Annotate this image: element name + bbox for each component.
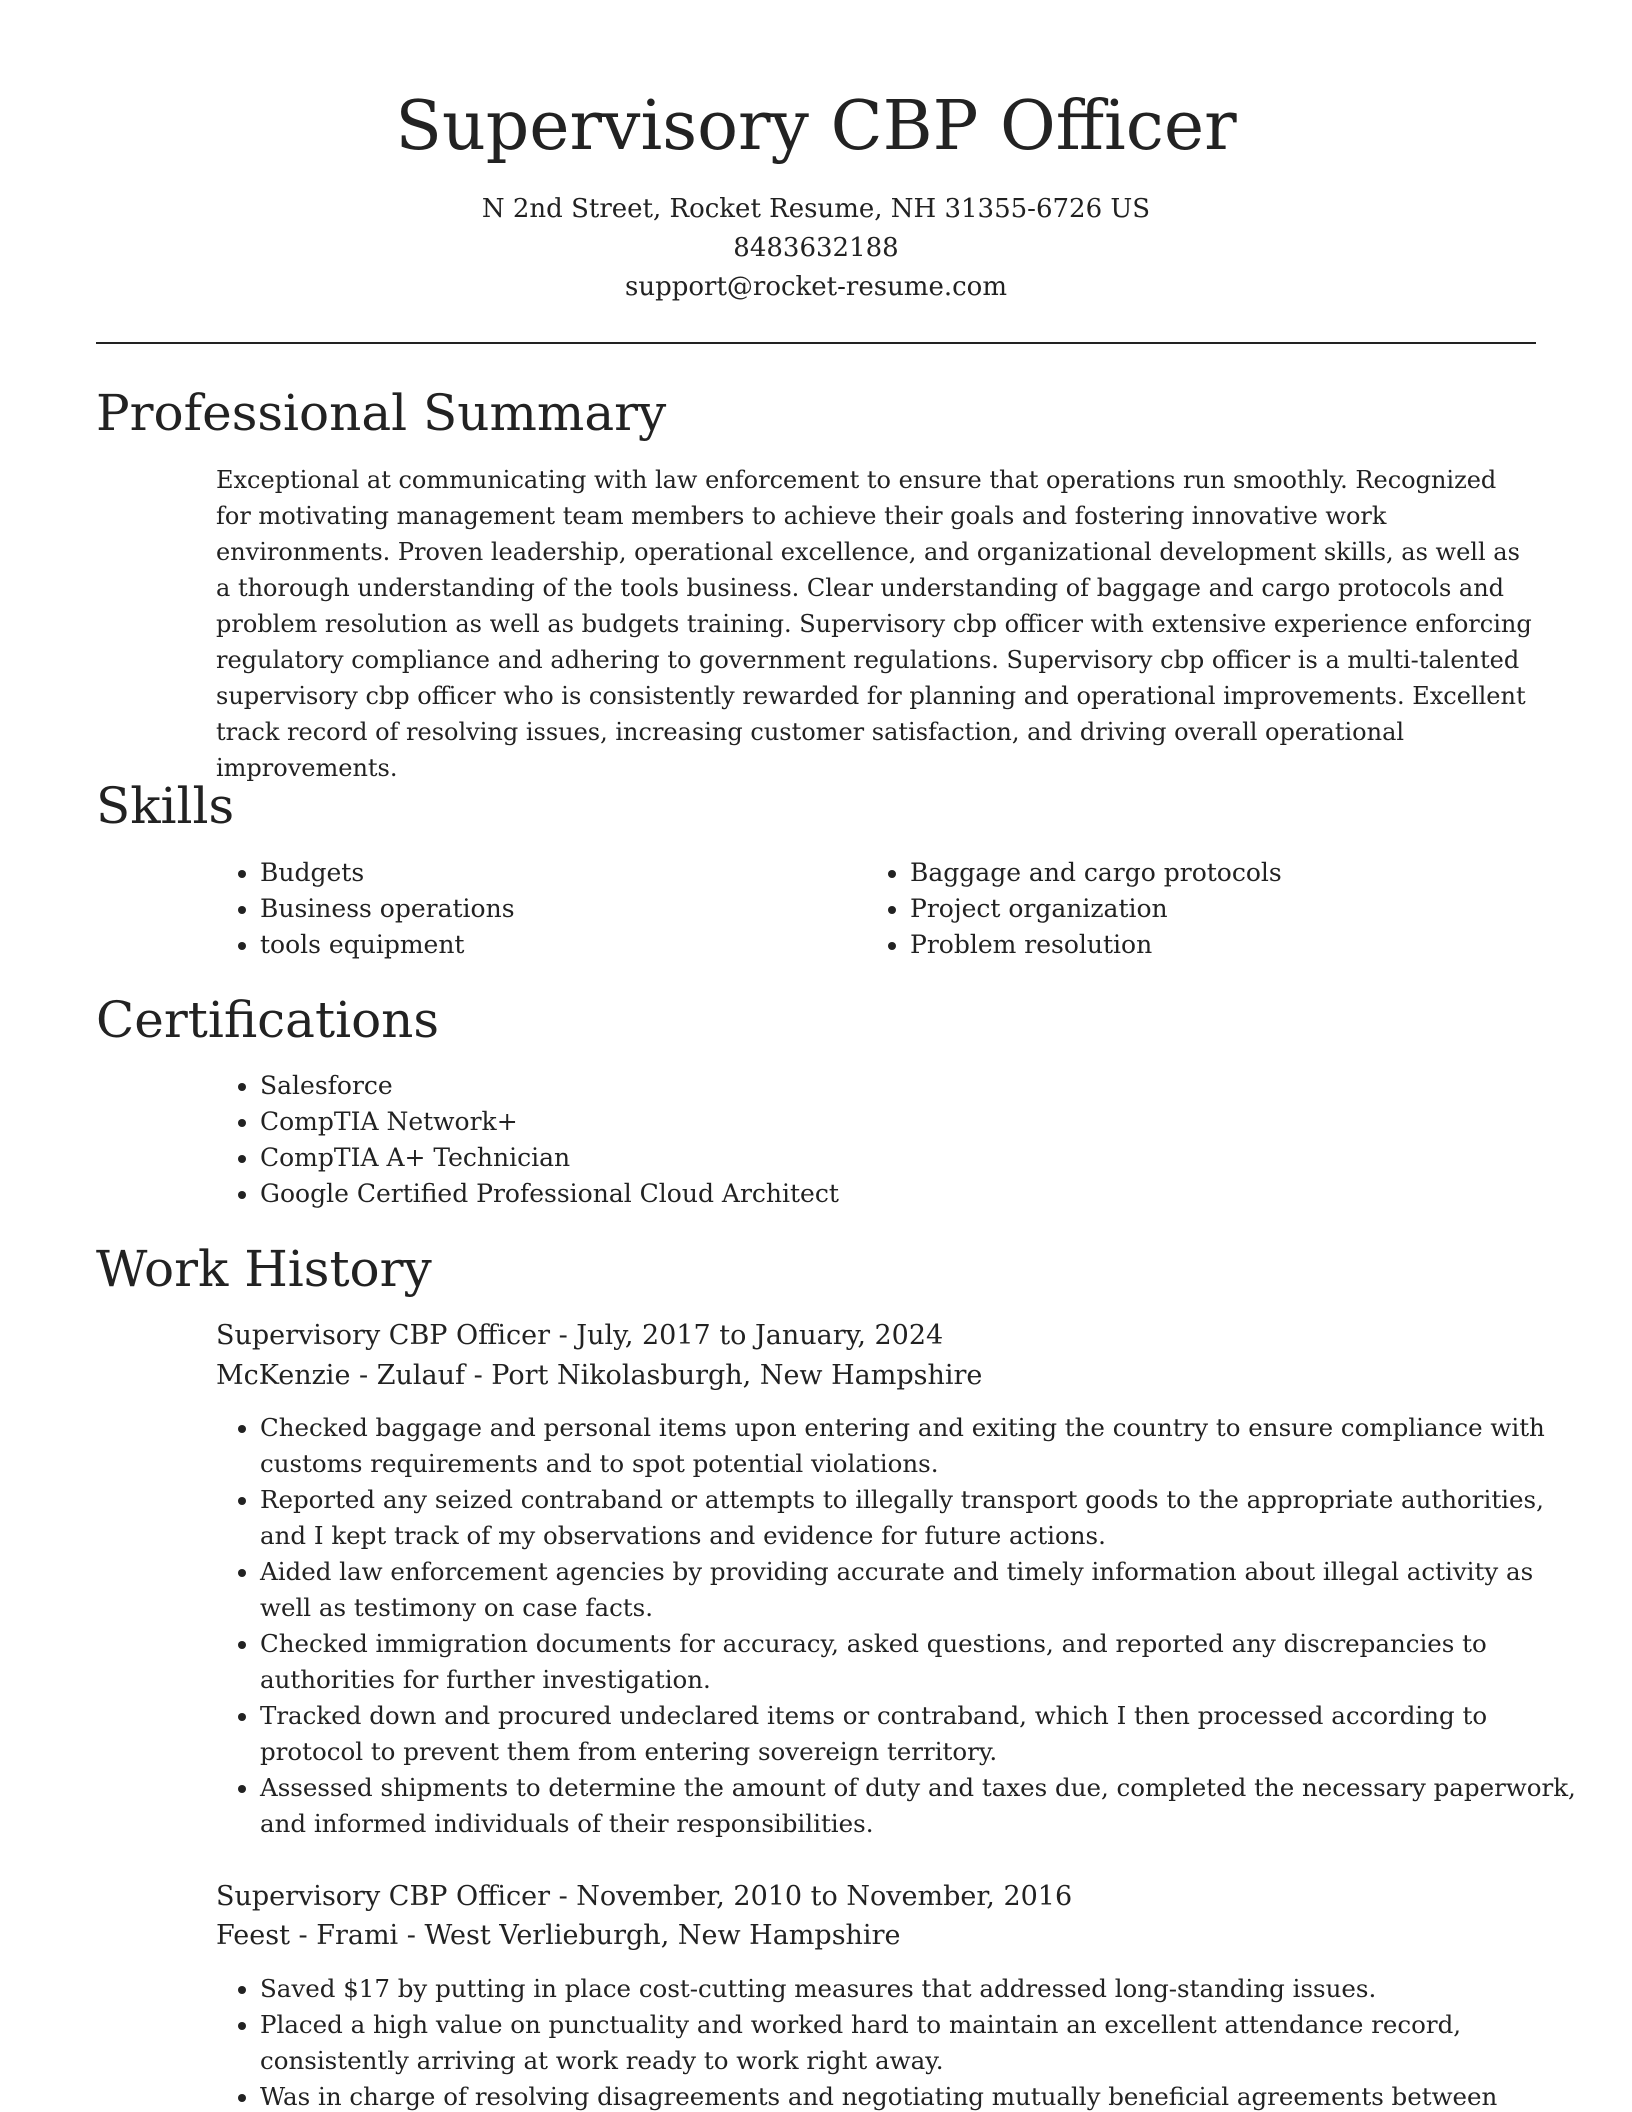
contact-email: support@rocket-resume.com <box>624 272 1007 302</box>
job-bullet: • Saved $17 by putting in place cost-cutting measures that addressed long-standing issues. <box>260 1971 1580 2007</box>
contact-address: N 2nd Street, Rocket Resume, NH 31355-6726 US <box>481 194 1151 224</box>
job-title-line <box>216 1877 1072 1917</box>
job-location: - Port Nikolasburgh, New Hampshire <box>464 1360 983 1391</box>
summary-text: Exceptional at communicating with law enforcement to ensure that operations run smoothly. Recognized for motivating management team members to achieve their goals and fostering innovative work environments. Proven leadership, operational excellence, and organizational development skills, as well as a thorough understanding of the tools business. Clear understanding of baggage and cargo protocols and problem resolution as well as budgets training. Supervisory cbp officer with extensive experience enforcing regulatory compliance and adhering to government regulations. Supervisory cbp officer is a multi-talented supervisory cbp officer who is consistently rewarded for planning and operational improvements. Excellent track record of resolving issues, increasing customer satisfaction, and driving overall operational improvements. <box>216 466 1532 782</box>
skills-heading: Skills <box>96 777 235 835</box>
job-bullet: • Checked immigration documents for accuracy, asked questions, and reported any discrepancies to authorities for further investigation. <box>260 1626 1580 1698</box>
certifications-heading: Certifications <box>96 991 440 1049</box>
contact-phone: 8483632188 <box>733 233 899 263</box>
job-employer: Feest - Frami <box>216 1920 399 1951</box>
job-bullet: • Tracked down and procured undeclared items or contraband, which I then processed according to protocol to prevent them from entering sovereign territory. <box>260 1698 1580 1770</box>
job-dates: - November, 2010 to November, 2016 <box>550 1881 1073 1912</box>
job-bullet: • Reported any seized contraband or attempts to illegally transport goods to the appropriate authorities, and I kept track of my observations and evidence for future actions. <box>260 1482 1580 1554</box>
job-employer: McKenzie - Zulauf <box>216 1360 465 1391</box>
header-divider <box>96 342 1536 344</box>
resume-name: Supervisory CBP Officer <box>395 87 1237 166</box>
job-dates: - July, 2017 to January, 2024 <box>550 1320 944 1351</box>
job-location: - West Verlieburgh, New Hampshire <box>398 1920 901 1951</box>
job-employer-line <box>216 1356 982 1396</box>
certification-item: • CompTIA Network+ <box>260 1104 1580 1140</box>
job-bullet: • Aided law enforcement agencies by providing accurate and timely information about illegal activity as well as testimony on case facts. <box>260 1554 1580 1626</box>
skill-item: • Problem resolution <box>910 927 1580 963</box>
job-employer-line <box>216 1916 900 1956</box>
skills-list-right <box>866 855 1580 963</box>
certification-item: • Google Certified Professional Cloud Architect <box>260 1176 1580 1212</box>
certification-item: • Salesforce <box>260 1068 1580 1104</box>
skill-item: • Business operations <box>260 891 860 927</box>
skill-item: • tools equipment <box>260 927 860 963</box>
job-title-line <box>216 1316 943 1356</box>
job-bullet: • Was in charge of resolving disagreements and negotiating mutually beneficial agreements between <box>260 2079 1580 2112</box>
skill-item: • Budgets <box>260 855 860 891</box>
job-title: Supervisory CBP Officer <box>216 1320 551 1351</box>
job-bullets <box>216 1971 1580 2112</box>
job-bullet: • Placed a high value on punctuality and worked hard to maintain an excellent attendance record, consistently arriving at work ready to work right away. <box>260 2007 1580 2079</box>
summary-heading: Professional Summary <box>96 384 667 442</box>
certifications-list <box>216 1068 1580 1212</box>
job-bullet: • Checked baggage and personal items upon entering and exiting the country to ensure compliance with customs requirements and to spot potential violations. <box>260 1410 1580 1482</box>
contact-block <box>0 190 1632 307</box>
work-history-heading: Work History <box>96 1240 432 1298</box>
skill-item: • Baggage and cargo protocols <box>910 855 1580 891</box>
job-title: Supervisory CBP Officer <box>216 1881 551 1912</box>
certification-item: • CompTIA A+ Technician <box>260 1140 1580 1176</box>
job-bullet: • Assessed shipments to determine the amount of duty and taxes due, completed the necessary paperwork, and informed individuals of their responsibilities. <box>260 1770 1580 1842</box>
skills-list-left <box>216 855 860 963</box>
job-bullets <box>216 1410 1580 1842</box>
skill-item: • Project organization <box>910 891 1580 927</box>
